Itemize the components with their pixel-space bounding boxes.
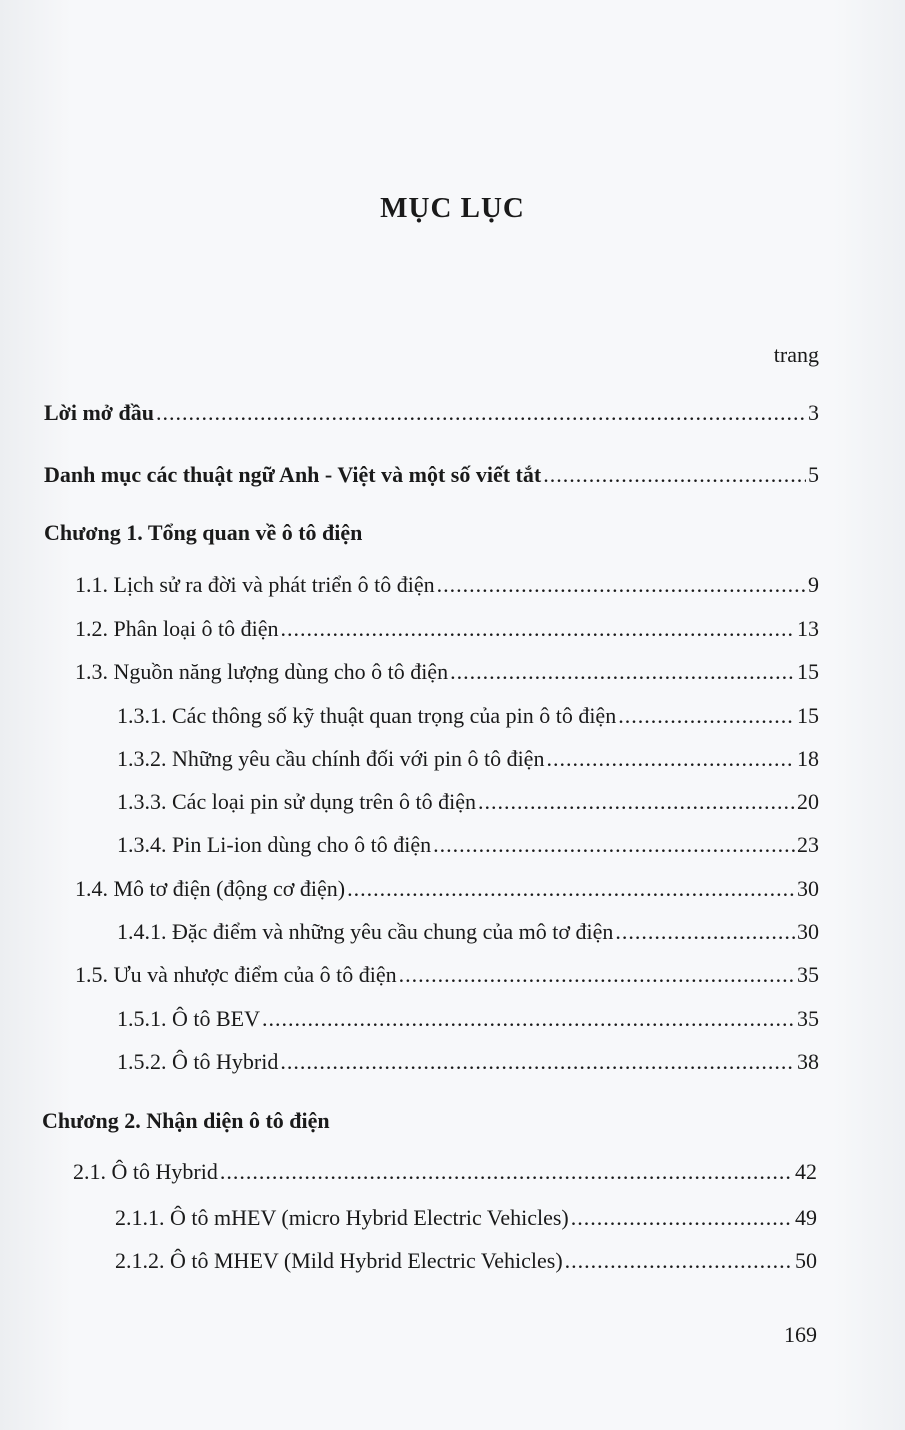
- toc-entry-page: 38: [797, 1049, 819, 1074]
- page-column-label: trang: [773, 342, 819, 367]
- toc-entry-label: Lời mở đầu: [44, 400, 154, 425]
- toc-entry-label: 2.1.1. Ô tô mHEV (micro Hybrid Electric Vehicles): [115, 1205, 569, 1230]
- leader-dots: [618, 701, 795, 731]
- leader-dots: [478, 787, 795, 817]
- toc-entry-page: 9: [808, 572, 819, 597]
- toc-entry-page: 42: [795, 1159, 817, 1184]
- toc-entry: [117, 1004, 819, 1034]
- toc-entry-label: 1.1. Lịch sử ra đời và phát triển ô tô điện: [75, 572, 435, 597]
- toc-entry: [75, 960, 819, 990]
- toc-entry-label: 1.3.3. Các loại pin sử dụng trên ô tô điện: [117, 789, 476, 814]
- chapter-heading-2: Chương 2. Nhận diện ô tô điện: [42, 1108, 330, 1133]
- toc-entry-label: 1.2. Phân loại ô tô điện: [75, 616, 279, 641]
- toc-entry-label: 1.5.2. Ô tô Hybrid: [117, 1049, 279, 1074]
- toc-entry-label: 1.4. Mô tơ điện (động cơ điện): [75, 876, 346, 901]
- toc-entry-label: 1.3.1. Các thông số kỹ thuật quan trọng của pin ô tô điện: [117, 703, 617, 728]
- leader-dots: [156, 398, 806, 428]
- toc-entry: [75, 570, 819, 600]
- toc-entry-label: 1.3. Nguồn năng lượng dùng cho ô tô điện: [75, 659, 449, 684]
- toc-entry: [117, 701, 819, 731]
- toc-entry-page: 3: [808, 400, 819, 425]
- leader-dots: [262, 1004, 795, 1034]
- toc-entry-page: 15: [797, 659, 819, 684]
- toc-entry-label: 2.1. Ô tô Hybrid: [73, 1159, 218, 1184]
- toc-entry-page: 23: [797, 832, 819, 857]
- toc-entry-glossary: [44, 460, 819, 490]
- leader-dots: [565, 1246, 793, 1276]
- leader-dots: [220, 1157, 793, 1187]
- toc-entry-page: 20: [797, 789, 819, 814]
- toc-entry: [115, 1246, 817, 1276]
- toc-entry: [117, 830, 819, 860]
- toc-entry: [73, 1157, 817, 1187]
- toc-entry-page: 35: [797, 1006, 819, 1031]
- toc-entry-label: 1.3.4. Pin Li-ion dùng cho ô tô điện: [117, 832, 432, 857]
- toc-entry-page: 50: [795, 1248, 817, 1273]
- toc-entry-page: 35: [797, 962, 819, 987]
- toc-entry-label: Danh mục các thuật ngữ Anh - Việt và một số viết tắt: [44, 462, 542, 487]
- toc-entry: [75, 614, 819, 644]
- toc-entry-label: 1.5. Ưu và nhược điểm của ô tô điện: [75, 962, 397, 987]
- toc-entry-label: 2.1.2. Ô tô MHEV (Mild Hybrid Electric Vehicles): [115, 1248, 563, 1273]
- toc-entry: [117, 1047, 819, 1077]
- toc-entry: [117, 744, 819, 774]
- leader-dots: [280, 1047, 795, 1077]
- toc-entry: [75, 874, 819, 904]
- leader-dots: [280, 614, 795, 644]
- toc-entry-page: 49: [795, 1205, 817, 1230]
- leader-dots: [347, 874, 795, 904]
- leader-dots: [433, 830, 795, 860]
- leader-dots: [615, 917, 795, 947]
- toc-entry-page: 18: [797, 746, 819, 771]
- toc-entry: [117, 787, 819, 817]
- leader-dots: [399, 960, 795, 990]
- toc-entry-page: 5: [808, 462, 819, 487]
- toc-entry: [115, 1203, 817, 1233]
- toc-entry: [75, 657, 819, 687]
- leader-dots: [571, 1203, 793, 1233]
- toc-entry-page: 30: [797, 876, 819, 901]
- toc-entry-page: 13: [797, 616, 819, 641]
- toc-entry-page: 30: [797, 919, 819, 944]
- toc-entry-label: 1.3.2. Những yêu cầu chính đối với pin ô tô điện: [117, 746, 545, 771]
- toc-entry-page: 15: [797, 703, 819, 728]
- leader-dots: [450, 657, 795, 687]
- leader-dots: [546, 744, 795, 774]
- leader-dots: [437, 570, 806, 600]
- chapter-heading-1: Chương 1. Tổng quan về ô tô điện: [44, 520, 363, 545]
- footer-page-number: 169: [784, 1322, 817, 1347]
- toc-entry-label: 1.4.1. Đặc điểm và những yêu cầu chung của mô tơ điện: [117, 919, 614, 944]
- toc-entry-label: 1.5.1. Ô tô BEV: [117, 1006, 260, 1031]
- toc-entry: [117, 917, 819, 947]
- leader-dots: [543, 460, 806, 490]
- toc-entry-preface: [44, 398, 819, 428]
- page-title: MỤC LỤC: [380, 192, 525, 224]
